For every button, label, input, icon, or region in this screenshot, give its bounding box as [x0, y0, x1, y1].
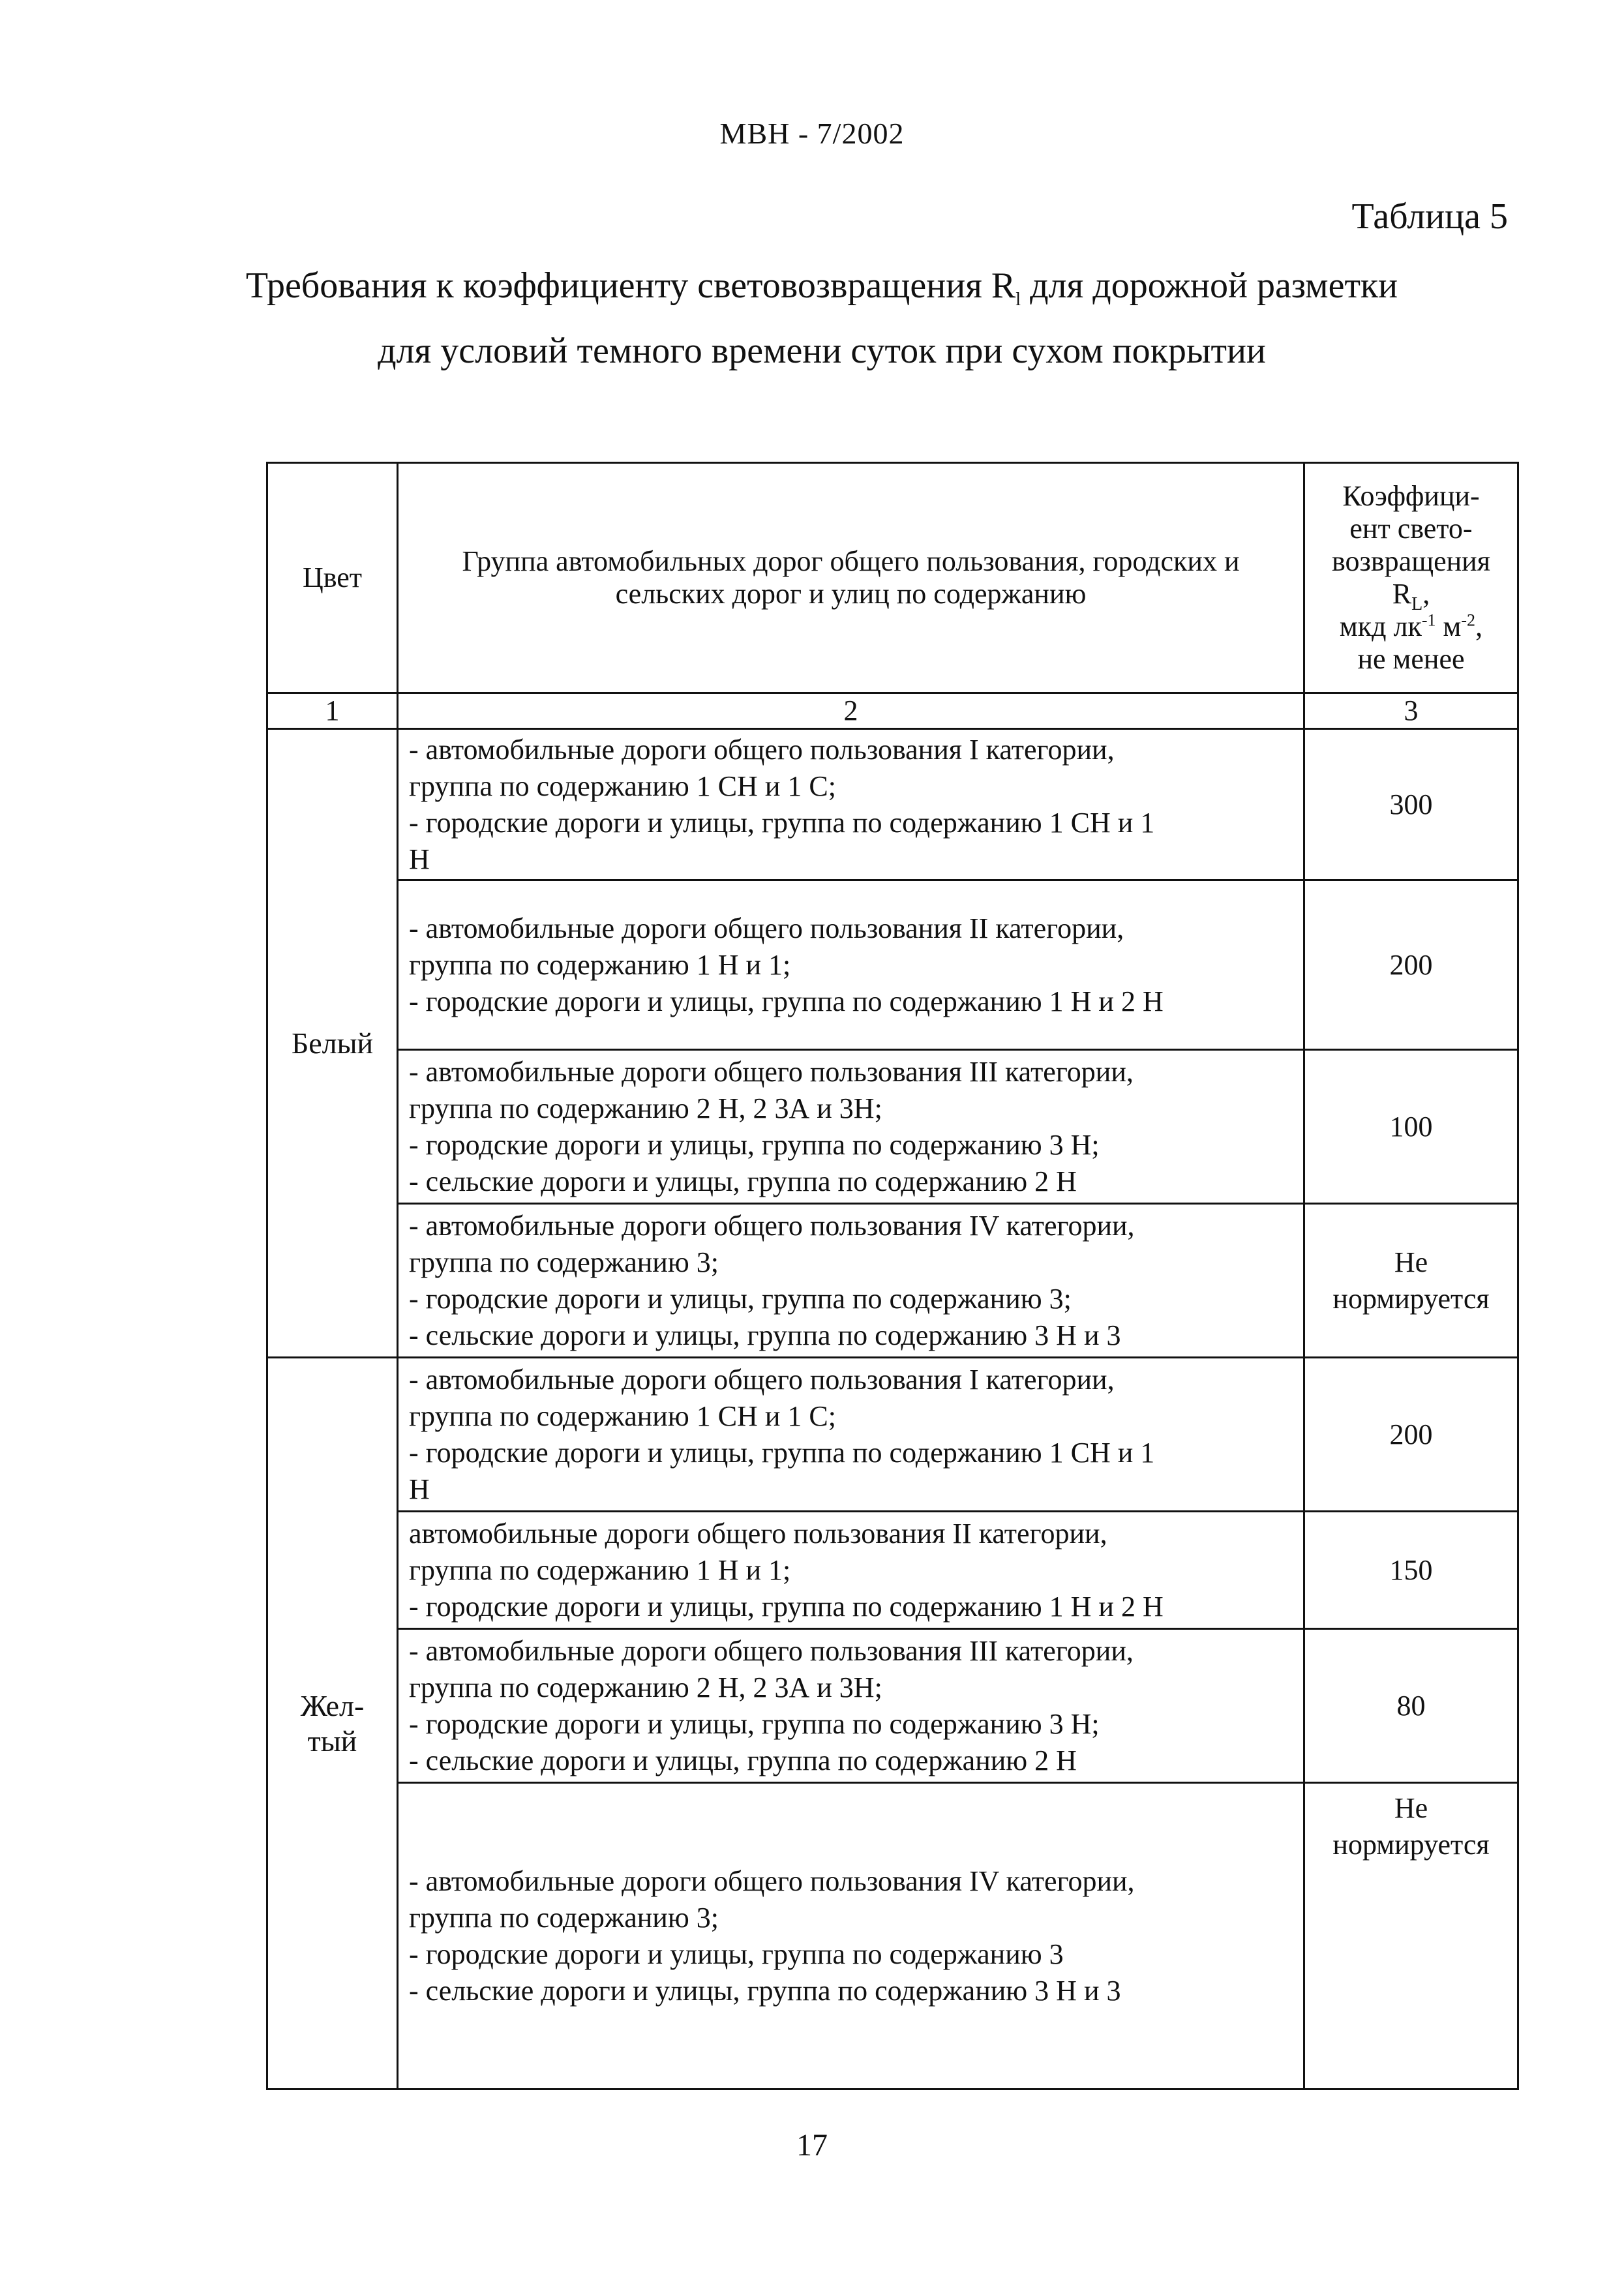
coefficient-value: 80: [1304, 1629, 1518, 1783]
header-group: Группа автомобильных дорог общего пользования, городских и сельских дорог и улиц по содержанию: [398, 463, 1304, 693]
title-line-2: для условий темного времени суток при сухом покрытии: [378, 331, 1266, 371]
header-coefficient: Коэффици- ент свето- возвращения $R_L$, мкд $лк^{-1}$ $м^{-2}$, не менее: [1304, 463, 1518, 693]
table-row: [267, 1050, 1518, 1204]
road-group-cell: - автомобильные дороги общего пользования II категории, группа по содержанию 1 Н и 1; - городские дороги и улицы, группа по содержанию 1 Н и 2 Н: [398, 880, 1304, 1050]
color-cell-yellow: Жел- тый: [267, 1358, 398, 2089]
coefficient-value: 200: [1304, 1358, 1518, 1512]
road-group-cell: - автомобильные дороги общего пользования IV категории, группа по содержанию 3; - городские дороги и улицы, группа по содержанию 3 - сельские дороги и улицы, группа по содержанию 3 Н и 3: [398, 1783, 1304, 2089]
table-row: [267, 1629, 1518, 1783]
road-group-cell: - автомобильные дороги общего пользования III категории, группа по содержанию 2 Н, 2 3А и 3Н; - городские дороги и улицы, группа по содержанию 3 Н; - сельские дороги и улицы, группа по содержанию 2 Н: [398, 1050, 1304, 1204]
table-title: [130, 253, 1513, 383]
road-group-cell: автомобильные дороги общего пользования II категории, группа по содержанию 1 Н и 1; - городские дороги и улицы, группа по содержанию 1 Н и 2 Н: [398, 1512, 1304, 1629]
column-number: 3: [1304, 693, 1518, 729]
coefficient-value: Не нормируется: [1304, 1204, 1518, 1358]
table-row: [267, 729, 1518, 880]
column-number-row: [267, 693, 1518, 729]
road-group-cell: - автомобильные дороги общего пользования III категории, группа по содержанию 2 Н, 2 3А и 3Н; - городские дороги и улицы, группа по содержанию 3 Н; - сельские дороги и улицы, группа по содержанию 2 Н: [398, 1629, 1304, 1783]
table-row: [267, 1204, 1518, 1358]
column-number: 2: [398, 693, 1304, 729]
table-label: Таблица 5: [1351, 196, 1508, 237]
retroreflection-table: [266, 462, 1519, 2090]
table-row: [267, 1512, 1518, 1629]
column-number: 1: [267, 693, 398, 729]
color-cell-white: Белый: [267, 729, 398, 1358]
title-line-1: Требования к коэффициенту световозвращения $R_l$ для дорожной разметки: [245, 265, 1398, 310]
table-row: [267, 880, 1518, 1050]
table-row: [267, 1358, 1518, 1512]
coefficient-value: Не нормируется: [1304, 1783, 1518, 2089]
document-header: МВН - 7/2002: [719, 117, 905, 150]
header-color: Цвет: [267, 463, 398, 693]
road-group-cell: - автомобильные дороги общего пользования I категории, группа по содержанию 1 СН и 1 С; - городские дороги и улицы, группа по содержанию 1 СН и 1 Н: [398, 729, 1304, 880]
page-number: 17: [796, 2128, 828, 2163]
table-row: [267, 1783, 1518, 2089]
road-group-cell: - автомобильные дороги общего пользования IV категории, группа по содержанию 3; - городские дороги и улицы, группа по содержанию 3; - сельские дороги и улицы, группа по содержанию 3 Н и 3: [398, 1204, 1304, 1358]
coefficient-value: 100: [1304, 1050, 1518, 1204]
coefficient-value: 200: [1304, 880, 1518, 1050]
table-header-row: [267, 463, 1518, 693]
coefficient-value: 150: [1304, 1512, 1518, 1629]
coefficient-value: 300: [1304, 729, 1518, 880]
road-group-cell: - автомобильные дороги общего пользования I категории, группа по содержанию 1 СН и 1 С; - городские дороги и улицы, группа по содержанию 1 СН и 1 Н: [398, 1358, 1304, 1512]
